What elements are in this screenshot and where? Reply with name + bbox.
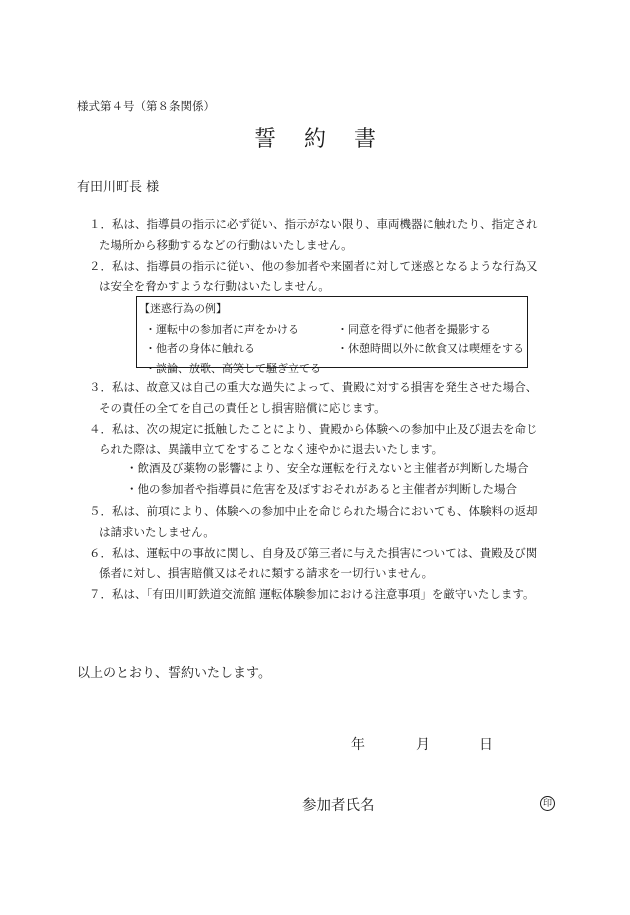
- item-3-line2: その責任の全てを自己の責任とし損害賠償に応じます。: [99, 401, 386, 415]
- nuisance-example: ・他者の身体に触れる: [145, 342, 255, 355]
- addressee: 有田川町長 様: [77, 180, 160, 195]
- closing-statement: 以上のとおり、誓約いたします。: [77, 666, 271, 681]
- item-3-line1: ３．私は、故意又は自己の重大な過失によって、貴殿に対する損害を発生させた場合、: [89, 380, 538, 394]
- seal-mark: 印: [540, 796, 555, 811]
- item-2-line1: ２．私は、指導員の指示に従い、他の参加者や来園者に対して迷惑となるような行為又: [89, 259, 538, 273]
- item-6-line1: ６．私は、運転中の事故に関し、自身及び第三者に与えた損害については、貴殿及び関: [89, 546, 538, 560]
- item-2-line2: は安全を脅かすような行動はいたしません。: [99, 279, 330, 293]
- nuisance-example: ・休憩時間以外に飲食又は喫煙をする: [337, 342, 524, 355]
- item-1-line2: た場所から移動するなどの行動はいたしません。: [99, 238, 353, 252]
- item-4-condition: ・他の参加者や指導員に危害を及ぼすおそれがあると主催者が判断した場合: [126, 482, 517, 496]
- title-char: 誓: [253, 127, 276, 152]
- item-5-line2: は請求いたしません。: [99, 525, 215, 539]
- document-title: [0, 122, 630, 153]
- title-char: 書: [354, 127, 377, 152]
- nuisance-example: ・談論、放歌、高笑して騒ぎ立てる: [145, 362, 321, 375]
- participant-name-label: 参加者氏名: [302, 798, 375, 814]
- item-4-condition: ・飲酒及び薬物の影響により、安全な運転を行えないと主催者が判断した場合: [126, 461, 529, 475]
- item-4-line2: られた際は、異議申立てをすることなく速やかに退去いたします。: [99, 442, 444, 456]
- nuisance-example: ・同意を得ずに他者を撮影する: [337, 323, 491, 336]
- nuisance-heading: 【迷惑行為の例】: [139, 302, 227, 315]
- date-month-label: 月: [416, 737, 430, 753]
- form-number: 様式第４号（第８条関係）: [77, 99, 215, 113]
- item-1-line1: １．私は、指導員の指示に必ず従い、指示がない限り、車両機器に触れたり、指定され: [89, 217, 538, 231]
- item-5-line1: ５．私は、前項により、体験への参加中止を命じられた場合においても、体験料の返却: [89, 504, 538, 518]
- date-year-label: 年: [351, 737, 365, 753]
- item-7-line1: ７．私は、「有田川町鉄道交流館 運転体験参加における注意事項」を厳守いたします。: [89, 587, 535, 601]
- item-6-line2: 係者に対し、損害賠償又はそれに類する請求を一切行いません。: [99, 566, 434, 580]
- nuisance-example: ・運転中の参加者に声をかける: [145, 323, 299, 336]
- nuisance-examples-box: [136, 296, 528, 375]
- item-4-line1: ４．私は、次の規定に抵触したことにより、貴殿から体験への参加中止及び退去を命じ: [89, 422, 538, 436]
- date-day-label: 日: [479, 737, 493, 753]
- title-char: 約: [303, 127, 326, 152]
